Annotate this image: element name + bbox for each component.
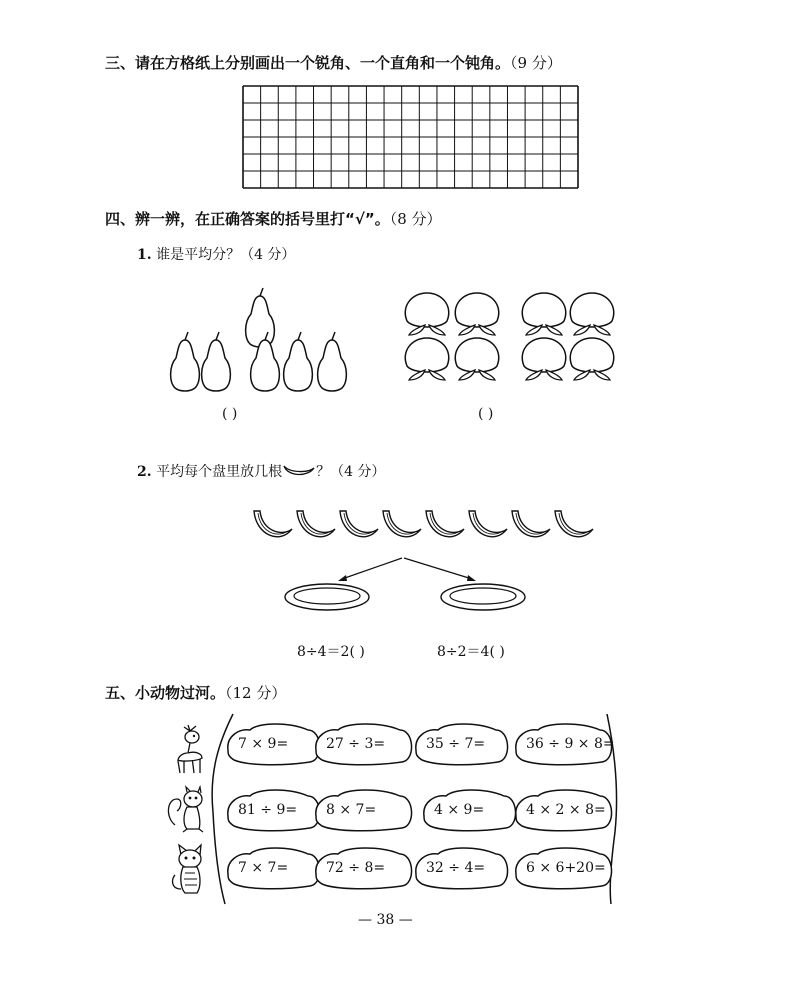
q2-text: 平均每个盘里放几根 [156, 464, 283, 480]
equation-1-1[interactable]: 7 × 9= [238, 736, 289, 752]
section3-title: 三、请在方格纸上分别画出一个锐角、一个直角和一个钝角。 [105, 54, 511, 72]
equation-3-3[interactable]: 32 ÷ 4= [426, 860, 486, 876]
q2-points: （4 分） [330, 464, 386, 480]
equation-2-1[interactable]: 81 ÷ 9= [238, 802, 298, 818]
equation-2-2[interactable]: 8 × 7= [326, 802, 377, 818]
q1-points: （4 分） [240, 247, 296, 263]
section4-points: （8 分） [389, 210, 442, 228]
equation-2-4[interactable]: 4 × 2 × 8= [526, 802, 606, 818]
q2-question-mark: ？ [316, 464, 331, 480]
section3-points: （9 分） [510, 54, 562, 72]
page-number: — 38 — [358, 912, 413, 928]
equation-1-2[interactable]: 27 ÷ 3= [326, 736, 386, 752]
equation-1-4[interactable]: 36 ÷ 9 × 8= [526, 736, 615, 752]
section5-title: 五、小动物过河。 [105, 684, 226, 702]
q1-number: 1. [137, 247, 152, 263]
section5-points: （12 分） [225, 684, 287, 702]
q1-answer-left[interactable]: ( ) [222, 406, 238, 422]
q1-text: 谁是平均分？ [156, 247, 241, 263]
equation-1-3[interactable]: 35 ÷ 7= [426, 736, 486, 752]
equation-2-3[interactable]: 4 × 9= [434, 802, 485, 818]
q1-answer-right[interactable]: ( ) [478, 406, 494, 422]
equation-3-1[interactable]: 7 × 7= [238, 860, 289, 876]
section4-title: 四、辨一辨，在正确答案的括号里打“√”。 [105, 210, 390, 228]
q2-number: 2. [137, 464, 152, 480]
equation-3-4[interactable]: 6 × 6+20= [526, 860, 606, 876]
q2-equation-1[interactable]: 8÷4＝2( ) [297, 644, 365, 660]
equation-3-2[interactable]: 72 ÷ 8= [326, 860, 386, 876]
q2-equation-2[interactable]: 8÷2＝4( ) [437, 644, 505, 660]
